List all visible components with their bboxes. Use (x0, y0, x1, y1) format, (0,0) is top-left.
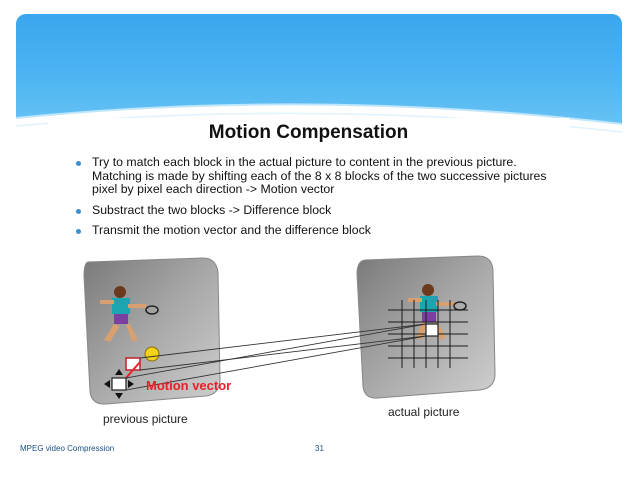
bullet-item (72, 204, 562, 218)
bullet-item (72, 224, 562, 238)
bullet-text: Try to match each block in the actual picture to content in the previous picture. Matching is made by shifting each of the 8 x 8 blocks of the two successive pictures pixel by pixel each direction -> Motion vector (92, 155, 547, 197)
footer-title: MPEG video Compression (20, 444, 115, 453)
search-block (112, 378, 126, 390)
page-number: 31 (315, 444, 324, 453)
slide-content (48, 118, 569, 429)
smiley-icon (145, 347, 159, 361)
bullet-dot-icon (76, 209, 81, 214)
slide-title: Motion Compensation (208, 122, 409, 143)
motion-compensation-figure (48, 254, 569, 429)
bullet-dot-icon (76, 161, 81, 166)
bullet-text: Transmit the motion vector and the difference block (92, 223, 371, 238)
bullet-dot-icon (76, 229, 81, 234)
figure-drawing (48, 254, 569, 429)
current-block (426, 324, 438, 336)
actual-picture-caption: actual picture (388, 405, 460, 419)
bullet-item (72, 156, 562, 197)
bullet-list (72, 156, 562, 245)
bullet-text: Substract the two blocks -> Difference block (92, 202, 332, 217)
previous-picture-caption: previous picture (103, 412, 188, 426)
motion-vector-label: Motion vector (146, 378, 232, 393)
